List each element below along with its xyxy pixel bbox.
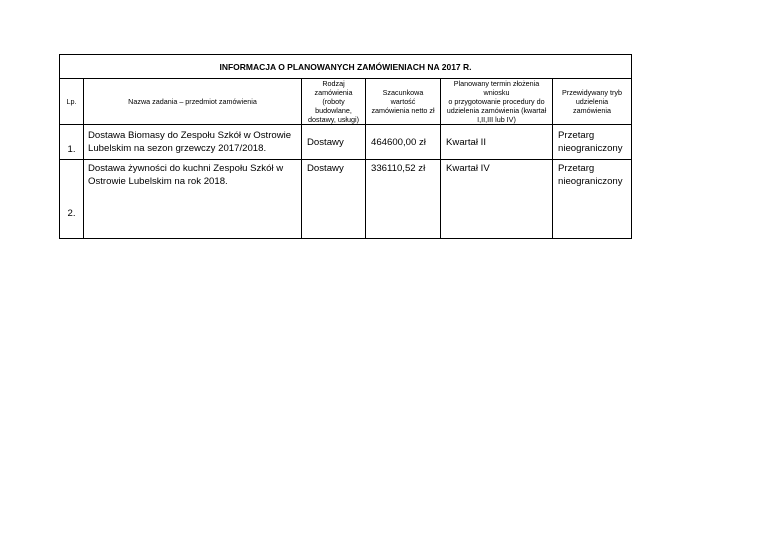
- header-lp: Lp.: [60, 79, 84, 125]
- header-term-line: Planowany termin złożenia: [453, 79, 540, 88]
- row-order-type: Dostawy: [302, 160, 366, 239]
- table-row: [60, 160, 632, 239]
- header-mode-line: zamówienia: [573, 106, 611, 115]
- row-procedure-mode-line: nieograniczony: [558, 143, 623, 154]
- header-term-line: I,II,III lub IV): [477, 115, 516, 124]
- header-term: [441, 79, 553, 125]
- row-procedure-mode: [553, 125, 632, 160]
- header-value: [366, 79, 441, 125]
- table-header-row: [60, 79, 632, 125]
- header-type-line: dostawy, usługi): [308, 115, 359, 124]
- row-lp: 2.: [60, 160, 84, 239]
- table-row: [60, 125, 632, 160]
- header-type-line: budowlane,: [315, 106, 352, 115]
- row-planned-term: Kwartał II: [441, 125, 553, 160]
- document-title: INFORMACJA O PLANOWANYCH ZAMÓWIENIACH NA 2017 R.: [60, 55, 632, 79]
- row-procedure-mode-line: Przetarg: [558, 163, 595, 174]
- header-value-line: wartość: [390, 97, 416, 106]
- procurement-document: [59, 54, 631, 239]
- row-planned-term: Kwartał IV: [441, 160, 553, 239]
- header-type-line: Rodzaj: [322, 79, 345, 88]
- header-mode-line: Przewidywany tryb: [562, 88, 622, 97]
- header-mode-line: udzielenia: [575, 97, 609, 106]
- header-term-line: udzielenia zamówienia (kwartał: [446, 106, 547, 115]
- row-estimated-value: 336110,52 zł: [366, 160, 441, 239]
- row-estimated-value: 464600,00 zł: [366, 125, 441, 160]
- header-term-line: wniosku: [483, 88, 510, 97]
- row-task-name: Dostawa żywności do kuchni Zespołu Szkół w Ostrowie Lubelskim na rok 2018.: [84, 160, 302, 239]
- row-task-name: Dostawa Biomasy do Zespołu Szkół w Ostrowie Lubelskim na sezon grzewczy 2017/2018.: [84, 125, 302, 160]
- row-lp: 1.: [60, 125, 84, 160]
- procurement-table: [59, 54, 632, 239]
- header-name: Nazwa zadania – przedmiot zamówienia: [84, 79, 302, 125]
- header-value-line: Szacunkowa: [382, 88, 424, 97]
- row-procedure-mode-line: Przetarg: [558, 130, 595, 141]
- header-type-line: (roboty: [322, 97, 345, 106]
- row-procedure-mode-line: nieograniczony: [558, 176, 623, 187]
- header-mode: [553, 79, 632, 125]
- row-order-type: Dostawy: [302, 125, 366, 160]
- header-term-line: o przygotowanie procedury do: [448, 97, 545, 106]
- row-procedure-mode: [553, 160, 632, 239]
- header-type-line: zamówienia: [314, 88, 353, 97]
- header-value-line: zamówienia netto zł: [371, 106, 435, 115]
- header-type: [302, 79, 366, 125]
